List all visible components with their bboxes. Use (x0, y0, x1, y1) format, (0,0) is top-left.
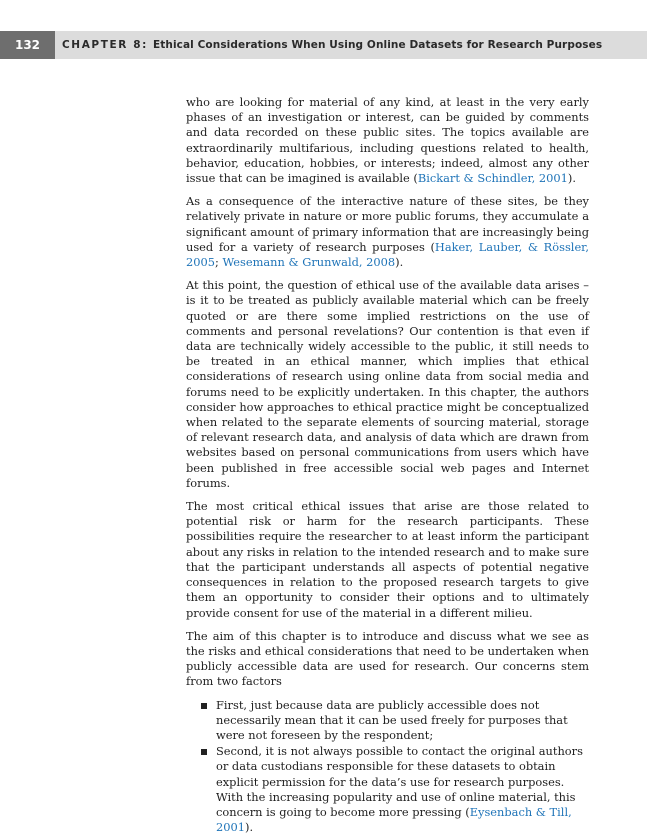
citation-link[interactable]: Wesemann & Grunwald, 2008 (222, 255, 396, 270)
paragraph (186, 499, 589, 621)
text-run: who are looking for material of any kind, at least in the very early phases of an investigation or interest, can be guided by comments and data recorded on these public sites. The topics available are extraordinarily multifarious, including questions related to health, behavior, education, hobbies, or interests; indeed, almost any other issue that can be imagined is available ( (186, 95, 589, 186)
text-run: ). (395, 255, 404, 270)
text-run: ). (567, 171, 576, 186)
bullet-list (186, 698, 589, 836)
text-run: The aim of this chapter is to introduce and discuss what we see as the risks and ethical considerations that need to be undertaken when publicly accessible data are used for research. Our concerns stem from two factors (186, 628, 589, 689)
text-run: The most critical ethical issues that arise are those related to potential risk or harm for the research participants. These possibilities require the researcher to at least inform the participant about any risks in relation to the intended research and to make sure that the participant understands all aspects of potential negative consequences in relation to the proposed research targets to give them an opportunity to consider their options and to ultimately provide consent for use of the material in a different milieu. (186, 499, 589, 620)
text-run: First, just because data are publicly accessible does not necessarily mean that it can be used freely for purposes that were not foreseen by the respondent; (216, 697, 568, 742)
citation-link[interactable]: Eysenbach & Till, 2001 (216, 804, 572, 835)
text-run: As a consequence of the interactive nature of these sites, be they relatively private in nature or more public forums, they accumulate a significant amount of primary information that are increasingly being used for a variety of research purposes ( (186, 194, 589, 254)
paragraph (186, 95, 589, 186)
bullet-item (186, 744, 589, 835)
square-bullet-icon (201, 749, 207, 755)
citation-link[interactable]: Bickart & Schindler, 2001 (417, 171, 568, 186)
bullet-item (186, 698, 589, 744)
text-run: ; (215, 255, 223, 270)
page-number: 132 (0, 31, 55, 59)
chapter-label: CHAPTER 8: (62, 39, 148, 51)
chapter-title: Ethical Considerations When Using Online Datasets for Research Purposes (153, 39, 603, 51)
text-run: At this point, the question of ethical use of the available data arises – is it to be treated as publicly available material which can be freely quoted or are there some implied restrictions on the use of comments and personal revelations? Our contention is that even if data are technically widely accessible to the public, it still needs to be treated in an ethical manner, which implies that ethical considerations of research using online data from social media and forums need to be explicitly undertaken. In this chapter, the authors consider how approaches to ethical practice might be conceptualized when related to the separate elements of sourcing material, storage of relevant research data, and analysis of data which are drawn from websites based on personal communications from users which have been published in free accessible social web pages and Internet forums. (186, 278, 589, 490)
paragraph-list (186, 95, 589, 690)
paragraph (186, 278, 589, 491)
paragraph (186, 194, 589, 270)
citation-link[interactable]: Haker, Lauber, & Rössler, 2005 (186, 239, 589, 270)
paragraph (186, 629, 589, 690)
text-run: Second, it is not always possible to contact the original authors or data custodians responsible for these datasets to obtain explicit permission for the data’s use for research purposes. With the increasing popularity and use of online material, this concern is going to become more pressing ( (216, 744, 583, 819)
running-header (0, 31, 647, 59)
text-run: ). (245, 820, 254, 835)
square-bullet-icon (201, 703, 207, 709)
body-text (186, 95, 589, 836)
